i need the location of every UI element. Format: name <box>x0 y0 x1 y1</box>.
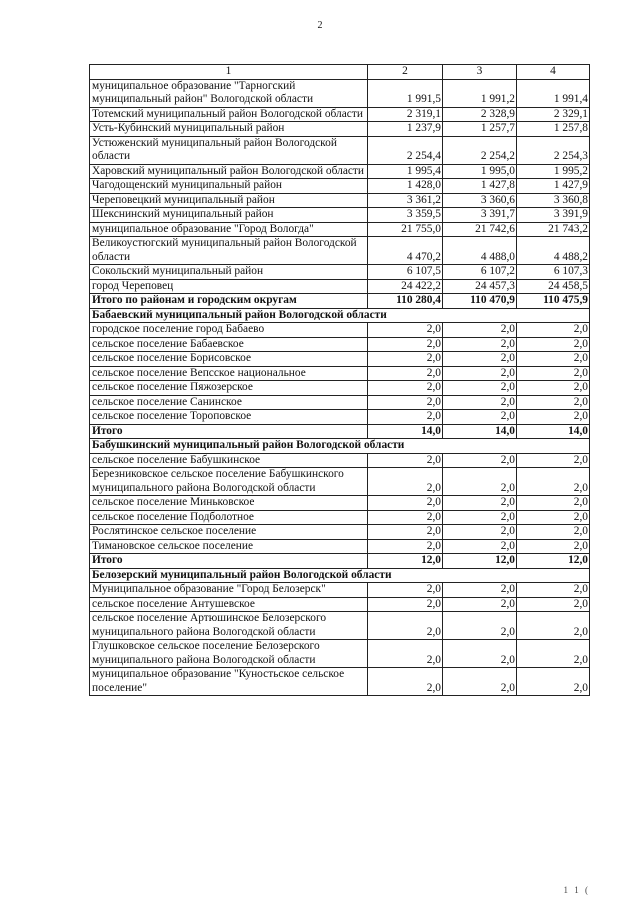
value-cell-col-2: 2,0 <box>368 366 443 381</box>
value-cell-col-2: 2,0 <box>368 453 443 468</box>
table-row <box>90 395 590 410</box>
row-name-cell: сельское поселение Бабаевское <box>90 337 368 352</box>
value-cell-col-2: 2,0 <box>368 525 443 540</box>
value-cell-col-3: 2,0 <box>443 468 517 496</box>
section-title: Бабушкинский муниципальный район Вологодской области <box>90 439 590 454</box>
value-cell-col-4: 2,0 <box>517 510 590 525</box>
row-name-cell: сельское поселение Миньковское <box>90 496 368 511</box>
column-header-2: 2 <box>368 65 443 80</box>
value-cell-col-4: 2,0 <box>517 640 590 668</box>
row-name-cell: сельское поселение Пяжозерское <box>90 381 368 396</box>
total-row <box>90 554 590 569</box>
value-cell-col-4: 2,0 <box>517 539 590 554</box>
value-cell-col-4: 2,0 <box>517 668 590 696</box>
table-row <box>90 79 590 107</box>
row-name-cell: Великоустюгский муниципальный район Вологодской области <box>90 237 368 265</box>
value-cell-col-3: 6 107,2 <box>443 265 517 280</box>
value-cell-col-2: 2,0 <box>368 583 443 598</box>
row-name-cell: Тотемский муниципальный район Вологодской области <box>90 107 368 122</box>
value-cell-col-3: 2,0 <box>443 510 517 525</box>
row-name-cell: Итого по районам и городским округам <box>90 294 368 309</box>
value-cell-col-2: 1 237,9 <box>368 122 443 137</box>
table-row <box>90 510 590 525</box>
value-cell-col-3: 2,0 <box>443 453 517 468</box>
value-cell-col-4: 3 360,8 <box>517 193 590 208</box>
value-cell-col-4: 2,0 <box>517 381 590 396</box>
value-cell-col-2: 24 422,2 <box>368 279 443 294</box>
budget-table <box>89 64 590 696</box>
section-header-row <box>90 439 590 454</box>
row-name-cell: городское поселение город Бабаево <box>90 323 368 338</box>
value-cell-col-2: 1 428,0 <box>368 179 443 194</box>
value-cell-col-3: 2,0 <box>443 323 517 338</box>
value-cell-col-4: 2,0 <box>517 366 590 381</box>
value-cell-col-4: 2,0 <box>517 453 590 468</box>
section-title: Белозерский муниципальный район Вологодской области <box>90 568 590 583</box>
section-header-row <box>90 308 590 323</box>
row-name-cell: муниципальное образование "Тарногский муниципальный район" Вологодской области <box>90 79 368 107</box>
row-name-cell: Рослятинское сельское поселение <box>90 525 368 540</box>
row-name-cell: Сокольский муниципальный район <box>90 265 368 280</box>
table-row <box>90 583 590 598</box>
value-cell-col-2: 1 995,4 <box>368 164 443 179</box>
section-title: Бабаевский муниципальный район Вологодской области <box>90 308 590 323</box>
value-cell-col-4: 2 254,3 <box>517 136 590 164</box>
row-name-cell: Итого <box>90 554 368 569</box>
table-row <box>90 265 590 280</box>
row-name-cell: Итого <box>90 424 368 439</box>
table-row <box>90 597 590 612</box>
value-cell-col-4: 14,0 <box>517 424 590 439</box>
value-cell-col-2: 2,0 <box>368 323 443 338</box>
table-row <box>90 352 590 367</box>
row-name-cell: Глушковское сельское поселение Белозерского муниципального района Вологодской области <box>90 640 368 668</box>
value-cell-col-4: 3 391,9 <box>517 208 590 223</box>
value-cell-col-3: 1 257,7 <box>443 122 517 137</box>
table-body <box>90 65 590 696</box>
value-cell-col-4: 2 329,1 <box>517 107 590 122</box>
value-cell-col-4: 1 257,8 <box>517 122 590 137</box>
value-cell-col-2: 3 361,2 <box>368 193 443 208</box>
value-cell-col-4: 1 995,2 <box>517 164 590 179</box>
table-row <box>90 337 590 352</box>
row-name-cell: Чагодощенский муниципальный район <box>90 179 368 194</box>
value-cell-col-3: 2,0 <box>443 612 517 640</box>
value-cell-col-4: 2,0 <box>517 323 590 338</box>
table-row <box>90 279 590 294</box>
value-cell-col-3: 2 254,2 <box>443 136 517 164</box>
value-cell-col-4: 2,0 <box>517 337 590 352</box>
value-cell-col-4: 12,0 <box>517 554 590 569</box>
value-cell-col-4: 2,0 <box>517 583 590 598</box>
value-cell-col-2: 2,0 <box>368 612 443 640</box>
value-cell-col-3: 2,0 <box>443 525 517 540</box>
value-cell-col-2: 2 319,1 <box>368 107 443 122</box>
value-cell-col-3: 2,0 <box>443 597 517 612</box>
value-cell-col-2: 2,0 <box>368 597 443 612</box>
value-cell-col-3: 2,0 <box>443 640 517 668</box>
total-row <box>90 294 590 309</box>
value-cell-col-2: 2,0 <box>368 468 443 496</box>
table-row <box>90 410 590 425</box>
value-cell-col-4: 6 107,3 <box>517 265 590 280</box>
row-name-cell: город Череповец <box>90 279 368 294</box>
value-cell-col-4: 2,0 <box>517 525 590 540</box>
value-cell-col-3: 1 995,0 <box>443 164 517 179</box>
row-name-cell: Березниковское сельское поселение Бабушкинского муниципального района Вологодской области <box>90 468 368 496</box>
row-name-cell: сельское поселение Подболотное <box>90 510 368 525</box>
column-header-4: 4 <box>517 65 590 80</box>
value-cell-col-3: 2,0 <box>443 381 517 396</box>
value-cell-col-2: 2,0 <box>368 668 443 696</box>
value-cell-col-2: 21 755,0 <box>368 222 443 237</box>
value-cell-col-2: 2,0 <box>368 640 443 668</box>
value-cell-col-3: 2,0 <box>443 366 517 381</box>
value-cell-col-4: 1 427,9 <box>517 179 590 194</box>
value-cell-col-2: 14,0 <box>368 424 443 439</box>
row-name-cell: сельское поселение Борисовское <box>90 352 368 367</box>
value-cell-col-3: 2,0 <box>443 352 517 367</box>
value-cell-col-2: 2,0 <box>368 352 443 367</box>
value-cell-col-4: 24 458,5 <box>517 279 590 294</box>
value-cell-col-3: 4 488,0 <box>443 237 517 265</box>
table-row <box>90 496 590 511</box>
table-row <box>90 136 590 164</box>
row-name-cell: сельское поселение Бабушкинское <box>90 453 368 468</box>
table-row <box>90 164 590 179</box>
value-cell-col-3: 110 470,9 <box>443 294 517 309</box>
value-cell-col-4: 2,0 <box>517 496 590 511</box>
value-cell-col-2: 3 359,5 <box>368 208 443 223</box>
value-cell-col-3: 2,0 <box>443 337 517 352</box>
row-name-cell: сельское поселение Вепсское национальное <box>90 366 368 381</box>
value-cell-col-3: 1 991,2 <box>443 79 517 107</box>
table-row <box>90 208 590 223</box>
value-cell-col-2: 2,0 <box>368 410 443 425</box>
table-row <box>90 525 590 540</box>
value-cell-col-4: 2,0 <box>517 410 590 425</box>
row-name-cell: Харовский муниципальный район Вологодской области <box>90 164 368 179</box>
column-header-3: 3 <box>443 65 517 80</box>
row-name-cell: Череповецкий муниципальный район <box>90 193 368 208</box>
value-cell-col-2: 2,0 <box>368 381 443 396</box>
row-name-cell: муниципальное образование "Куностьское сельское поселение" <box>90 668 368 696</box>
row-name-cell: Усть-Кубинский муниципальный район <box>90 122 368 137</box>
value-cell-col-2: 4 470,2 <box>368 237 443 265</box>
table-row <box>90 668 590 696</box>
table-row <box>90 612 590 640</box>
value-cell-col-4: 110 475,9 <box>517 294 590 309</box>
table-row <box>90 179 590 194</box>
value-cell-col-4: 4 488,2 <box>517 237 590 265</box>
table-row <box>90 539 590 554</box>
value-cell-col-3: 2,0 <box>443 583 517 598</box>
page-number: 2 <box>317 20 323 31</box>
row-name-cell: сельское поселение Артюшинское Белозерского муниципального района Вологодской области <box>90 612 368 640</box>
value-cell-col-3: 12,0 <box>443 554 517 569</box>
value-cell-col-2: 12,0 <box>368 554 443 569</box>
table-row <box>90 640 590 668</box>
table-row <box>90 381 590 396</box>
value-cell-col-3: 2 328,9 <box>443 107 517 122</box>
table-row <box>90 323 590 338</box>
value-cell-col-2: 2,0 <box>368 510 443 525</box>
row-name-cell: Шекснинский муниципальный район <box>90 208 368 223</box>
value-cell-col-4: 2,0 <box>517 597 590 612</box>
table-row <box>90 366 590 381</box>
table-row <box>90 122 590 137</box>
table-header-row <box>90 65 590 80</box>
row-name-cell: сельское поселение Тороповское <box>90 410 368 425</box>
table-row <box>90 237 590 265</box>
row-name-cell: сельское поселение Санинское <box>90 395 368 410</box>
row-name-cell: Муниципальное образование "Город Белозерск" <box>90 583 368 598</box>
column-header-1: 1 <box>90 65 368 80</box>
value-cell-col-2: 6 107,5 <box>368 265 443 280</box>
value-cell-col-4: 21 743,2 <box>517 222 590 237</box>
value-cell-col-2: 2 254,4 <box>368 136 443 164</box>
row-name-cell: муниципальное образование "Город Вологда" <box>90 222 368 237</box>
value-cell-col-3: 2,0 <box>443 410 517 425</box>
value-cell-col-3: 2,0 <box>443 496 517 511</box>
value-cell-col-2: 2,0 <box>368 337 443 352</box>
row-name-cell: Тимановское сельское поселение <box>90 539 368 554</box>
value-cell-col-2: 2,0 <box>368 496 443 511</box>
table-row <box>90 107 590 122</box>
row-name-cell: Устюженский муниципальный район Вологодской области <box>90 136 368 164</box>
value-cell-col-4: 1 991,4 <box>517 79 590 107</box>
value-cell-col-4: 2,0 <box>517 468 590 496</box>
table-row <box>90 453 590 468</box>
value-cell-col-2: 1 991,5 <box>368 79 443 107</box>
table-row <box>90 193 590 208</box>
value-cell-col-3: 2,0 <box>443 668 517 696</box>
section-header-row <box>90 568 590 583</box>
value-cell-col-4: 2,0 <box>517 352 590 367</box>
corner-mark: 1 1 ( <box>563 885 590 895</box>
value-cell-col-4: 2,0 <box>517 395 590 410</box>
value-cell-col-3: 14,0 <box>443 424 517 439</box>
value-cell-col-4: 2,0 <box>517 612 590 640</box>
value-cell-col-3: 2,0 <box>443 395 517 410</box>
row-name-cell: сельское поселение Антушевское <box>90 597 368 612</box>
value-cell-col-2: 2,0 <box>368 539 443 554</box>
value-cell-col-3: 24 457,3 <box>443 279 517 294</box>
value-cell-col-3: 1 427,8 <box>443 179 517 194</box>
table-row <box>90 222 590 237</box>
value-cell-col-3: 21 742,6 <box>443 222 517 237</box>
value-cell-col-2: 110 280,4 <box>368 294 443 309</box>
table-row <box>90 468 590 496</box>
value-cell-col-3: 3 360,6 <box>443 193 517 208</box>
total-row <box>90 424 590 439</box>
value-cell-col-3: 3 391,7 <box>443 208 517 223</box>
value-cell-col-3: 2,0 <box>443 539 517 554</box>
value-cell-col-2: 2,0 <box>368 395 443 410</box>
